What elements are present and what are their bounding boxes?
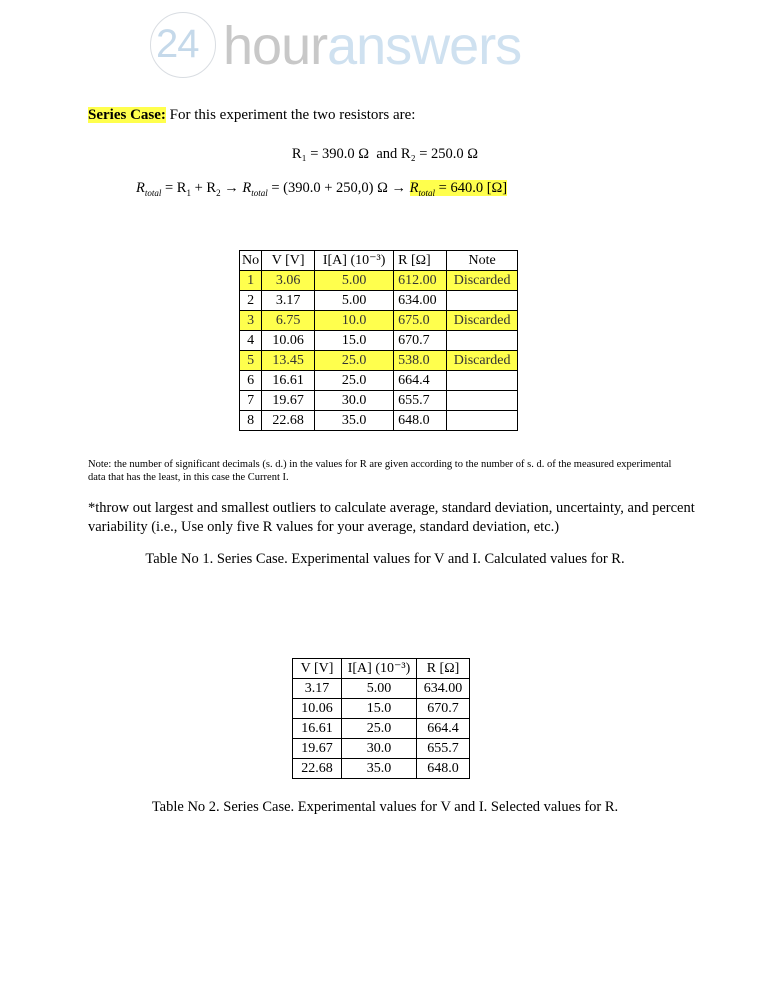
cell-resistance: 675.0 — [394, 311, 447, 331]
table-row — [240, 391, 518, 411]
series-label-text: Series Case — [88, 107, 161, 123]
cell-no: 8 — [240, 411, 262, 431]
cell-voltage: 19.67 — [262, 391, 315, 411]
cell-voltage: 22.68 — [293, 759, 342, 779]
logo-wordmark — [223, 16, 522, 76]
formula-res-sub: total — [418, 187, 436, 198]
table-row — [293, 699, 470, 719]
formula-mid: R — [242, 180, 252, 196]
table-series-measurements — [239, 250, 518, 431]
table-header-row — [240, 251, 518, 271]
cell-voltage: 22.68 — [262, 411, 315, 431]
cell-note — [447, 371, 518, 391]
cell-current: 25.0 — [342, 719, 417, 739]
table-row — [240, 411, 518, 431]
cell-current: 25.0 — [315, 371, 394, 391]
cell-current: 5.00 — [315, 291, 394, 311]
table-row — [240, 331, 518, 351]
cell-no: 1 — [240, 271, 262, 291]
cell-current: 15.0 — [315, 331, 394, 351]
cell-resistance: 634.00 — [417, 679, 470, 699]
cell-voltage: 10.06 — [262, 331, 315, 351]
col-header-r: R [Ω] — [417, 659, 470, 679]
formula-mid-sub: total — [251, 187, 268, 198]
cell-current: 35.0 — [342, 759, 417, 779]
formula-arrow-2: → — [387, 180, 410, 196]
cell-voltage: 3.17 — [262, 291, 315, 311]
cell-resistance: 655.7 — [417, 739, 470, 759]
cell-no: 7 — [240, 391, 262, 411]
cell-current: 15.0 — [342, 699, 417, 719]
table1-caption: Table No 1. Series Case. Experimental values for V and I. Calculated values for R. — [145, 551, 625, 567]
col-header-i: I[A] (10⁻³) — [315, 251, 394, 271]
formula-arrow-1: → — [220, 180, 243, 196]
table-selected-values — [292, 658, 470, 779]
cell-current: 5.00 — [315, 271, 394, 291]
table-row — [240, 371, 518, 391]
series-label — [88, 107, 166, 123]
table-row — [293, 719, 470, 739]
cell-resistance: 612.00 — [394, 271, 447, 291]
cell-resistance: 664.4 — [394, 371, 447, 391]
cell-no: 2 — [240, 291, 262, 311]
cell-note — [447, 331, 518, 351]
formula-plus: + R — [190, 180, 217, 196]
logo-number: 24 — [156, 22, 199, 66]
outlier-instruction: *throw out largest and smallest outliers to calculate average, standard deviation, uncertainty, and percent variability (i.e., Use only five R values for your average, standard deviation, etc.) — [88, 500, 695, 535]
series-intro: For this experiment the two resistors are: — [165, 107, 416, 123]
cell-no: 3 — [240, 311, 262, 331]
cell-resistance: 670.7 — [394, 331, 447, 351]
cell-voltage: 13.45 — [262, 351, 315, 371]
table-row — [240, 311, 518, 331]
cell-voltage: 3.17 — [293, 679, 342, 699]
cell-voltage: 16.61 — [293, 719, 342, 739]
table-row — [293, 739, 470, 759]
table-row — [293, 679, 470, 699]
resistor-values: R₁ = 390.0 Ω and R₂ = 250.0 Ω — [291, 146, 479, 162]
col-header-no: No — [240, 251, 262, 271]
cell-no: 5 — [240, 351, 262, 371]
series-heading — [88, 107, 415, 124]
formula-lhs-sub: total — [144, 187, 162, 198]
col-header-v: V [V] — [293, 659, 342, 679]
col-header-note: Note — [447, 251, 518, 271]
table2-caption: Table No 2. Series Case. Experimental values for V and I. Selected values for R. — [151, 799, 619, 815]
table-row — [240, 291, 518, 311]
cell-voltage: 3.06 — [262, 271, 315, 291]
series-label-colon: : — [160, 107, 166, 123]
note-significant-decimals: Note: the number of significant decimals (s. d.) in the values for R are given according to the number of s. d. of the measured experimental data that has the least, in this case the Current I. — [88, 459, 672, 483]
formula-res-val: = 640.0 [Ω] — [435, 180, 508, 196]
cell-current: 5.00 — [342, 679, 417, 699]
table-row — [240, 351, 518, 371]
formula-r2-sub: 2 — [216, 187, 221, 198]
cell-note — [447, 411, 518, 431]
table1-body — [240, 251, 518, 431]
formula-eq1: = R — [161, 180, 187, 196]
formula-result — [410, 180, 508, 196]
table-header-row — [293, 659, 470, 679]
total-resistance-formula — [136, 180, 507, 198]
cell-resistance: 648.0 — [417, 759, 470, 779]
cell-current: 25.0 — [315, 351, 394, 371]
cell-resistance: 634.00 — [394, 291, 447, 311]
cell-resistance: 664.4 — [417, 719, 470, 739]
cell-no: 4 — [240, 331, 262, 351]
cell-current: 30.0 — [342, 739, 417, 759]
table2-body — [293, 659, 470, 779]
cell-no: 6 — [240, 371, 262, 391]
table-row — [240, 271, 518, 291]
cell-current: 35.0 — [315, 411, 394, 431]
formula-res: R — [409, 180, 419, 196]
cell-resistance: 670.7 — [417, 699, 470, 719]
cell-note — [447, 291, 518, 311]
cell-current: 10.0 — [315, 311, 394, 331]
formula-lhs: R — [136, 180, 145, 196]
logo-word-hour: hour — [223, 16, 328, 76]
col-header-r: R [Ω] — [394, 251, 447, 271]
formula-mid-val: = (390.0 + 250,0) Ω — [267, 180, 388, 196]
cell-note — [447, 391, 518, 411]
cell-resistance: 538.0 — [394, 351, 447, 371]
col-header-v: V [V] — [262, 251, 315, 271]
cell-resistance: 648.0 — [394, 411, 447, 431]
formula-r1-sub: 1 — [186, 187, 191, 198]
cell-voltage: 6.75 — [262, 311, 315, 331]
cell-current: 30.0 — [315, 391, 394, 411]
cell-note: Discarded — [447, 311, 518, 331]
cell-resistance: 655.7 — [394, 391, 447, 411]
cell-note: Discarded — [447, 351, 518, 371]
logo-word-answers: answers — [327, 16, 522, 76]
cell-voltage: 19.67 — [293, 739, 342, 759]
table-row — [293, 759, 470, 779]
cell-note: Discarded — [447, 271, 518, 291]
col-header-i: I[A] (10⁻³) — [342, 659, 417, 679]
cell-voltage: 16.61 — [262, 371, 315, 391]
cell-voltage: 10.06 — [293, 699, 342, 719]
